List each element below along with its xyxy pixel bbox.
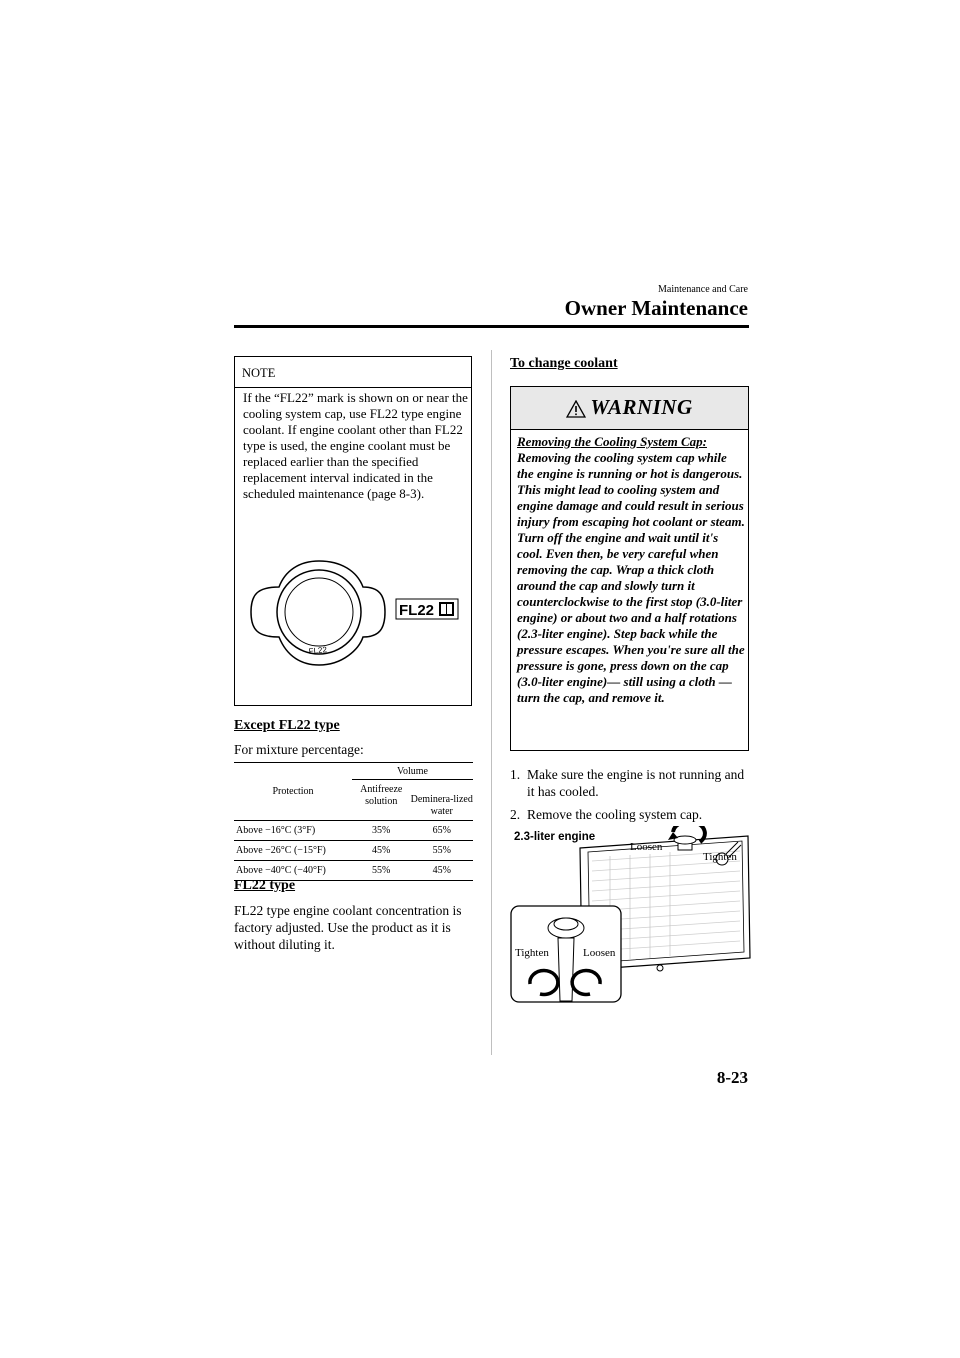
- step-text: Make sure the engine is not running and it has cooled.: [527, 767, 745, 799]
- protection-cell: Above −16°C (3°F): [234, 821, 352, 841]
- header-antifreeze: Antifreeze solution: [352, 780, 410, 821]
- antifreeze-cell: 35%: [352, 821, 410, 841]
- water-cell: 65%: [410, 821, 473, 841]
- header-rule: [234, 325, 749, 328]
- fl22-badge-text: FL22: [399, 602, 435, 619]
- antifreeze-cell: 45%: [352, 841, 410, 861]
- page-title: Owner Maintenance: [564, 296, 748, 320]
- radiator-cap-removal-illustration: [510, 826, 760, 1011]
- header-volume: Volume: [352, 763, 473, 780]
- note-text: If the “FL22” mark is shown on or near the cooling system cap, use FL22 type engine coolant. If engine coolant other than FL22 type is used, the engine coolant must be replaced earlier than the specified replacement interval indicated in the scheduled maintenance (page 8-3).: [243, 390, 468, 501]
- note-header: [235, 357, 471, 388]
- warning-text: Removing the cooling system cap while the engine is running or hot is dangerous. This might lead to cooling system and engine damage and could result in serious injury from escaping hot coolant or steam. Turn off the engine and wait until it's cool. Even then, be very careful when removing the cap. Wrap a thick cloth around the cap and slowly turn it counterclockwise to the first stop (3.0-liter engine) or about two and a half rotations (2.3-liter engine). Step back while the pressure escapes. When you're sure all the pressure is gone, press down on the cap (3.0-liter engine)— still using a cloth — turn the cap, and remove it.: [517, 450, 745, 705]
- engine-label: 2.3-liter engine: [514, 831, 596, 843]
- step-number: 2.: [510, 807, 521, 822]
- step-text: Remove the cooling system cap.: [527, 807, 703, 822]
- tighten-inset-label: Tighten: [515, 947, 549, 959]
- loosen-top-label: Loosen: [630, 841, 663, 853]
- note-label: NOTE: [242, 366, 276, 380]
- water-cell: 55%: [410, 841, 473, 861]
- change-coolant-heading: To change coolant: [510, 356, 618, 371]
- mixture-intro: For mixture percentage:: [234, 742, 364, 757]
- water-cell: 45%: [410, 861, 473, 881]
- tighten-top-label: Tighten: [703, 851, 737, 863]
- warning-header: [511, 387, 748, 430]
- warning-box: [510, 386, 749, 751]
- table-row: [234, 821, 473, 841]
- antifreeze-cell: 55%: [352, 861, 410, 881]
- loosen-inset-label: Loosen: [583, 947, 616, 959]
- warning-triangle-icon: [566, 400, 586, 418]
- fl22-type-text: FL22 type engine coolant concentration is factory adjusted. Use the product as it is without diluting it.: [234, 903, 462, 952]
- fl22-type-heading: FL22 type: [234, 878, 296, 893]
- warning-title-text: WARNING: [590, 395, 693, 419]
- section-title: Maintenance and Care: [658, 284, 748, 295]
- table-row: [234, 841, 473, 861]
- protection-cell: Above −26°C (−15°F): [234, 841, 352, 861]
- warning-title: [511, 395, 748, 420]
- radiator-cap-illustration: [247, 557, 387, 667]
- except-fl22-heading: Except FL22 type: [234, 718, 340, 733]
- header-protection: Protection: [234, 763, 352, 821]
- mixture-table: [234, 762, 473, 881]
- cap-mark: FL22: [308, 645, 328, 656]
- note-box: [234, 356, 472, 706]
- column-divider: [491, 350, 492, 1055]
- step-number: 1.: [510, 767, 521, 782]
- page-number: 8-23: [716, 1068, 748, 1087]
- header-water: Deminera-lized water: [410, 780, 473, 821]
- table-header-row: [234, 763, 473, 780]
- protection-cell: Above −40°C (−40°F): [234, 861, 352, 881]
- fl22-badge: [395, 597, 459, 621]
- warning-subheading: Removing the Cooling System Cap:: [517, 434, 707, 449]
